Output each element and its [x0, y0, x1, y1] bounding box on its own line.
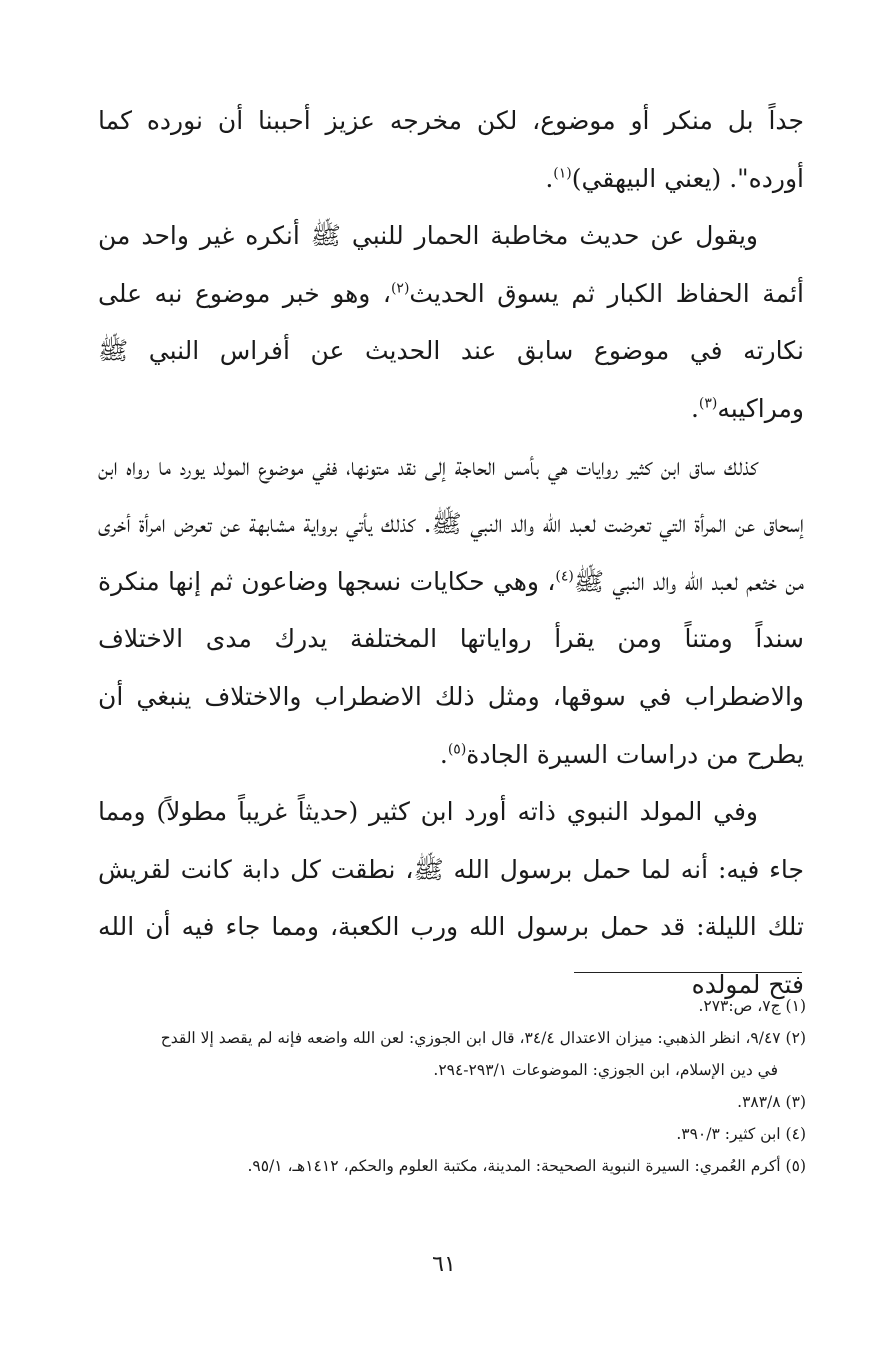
footnote-text: ج٧، ص:٢٧٣.: [698, 997, 781, 1015]
footnote-text: ٩/٤٧، انظر الذهبي: ميزان الاعتدال ٣٤/٤، قال ابن الجوزي: لعن الله واضعه فإنه لم يقصد إلا القدح: [160, 1029, 781, 1047]
paragraph-1: [98, 92, 804, 207]
paragraph-2-end: .: [690, 393, 699, 423]
page-number: ٦١: [432, 1252, 456, 1277]
paragraph-1-text: جداً بل منكر أو موضوع، لكن مخرجه عزيز أحببنا أن نورده كما أورده". (يعني البيهقي): [98, 106, 804, 193]
footnote-ref-1: (١): [553, 165, 572, 182]
footnote-separator: [574, 972, 802, 973]
footnote-ref-4: (٤): [555, 568, 574, 585]
paragraph-1-end: .: [545, 163, 554, 193]
footnote-3: [100, 1086, 806, 1118]
paragraph-2: [98, 207, 804, 437]
footnote-text: ٣٨٣/٨.: [737, 1093, 781, 1111]
footnote-4: [100, 1118, 806, 1150]
paragraph-4: [98, 783, 804, 1013]
main-text: [98, 92, 804, 1014]
paragraph-3: [98, 438, 804, 784]
footnote-5: [100, 1150, 806, 1182]
paragraph-3-text: كذلك ساق ابن كثير روايات هي بأمس الحاجة إلى نقد متونها، ففي موضوع المولد يورد ما رواه ابن إسحاق عن المرأة التي تعرضت لعبد الله والد النبي ﷺ. كذلك يأتي برواية مشابهة عن تعرض امرأة أخرى من خثعم لعبد الله والد النبي ﷺ: [98, 451, 804, 596]
paragraph-3-end: .: [439, 739, 448, 769]
footnote-number: (٣): [785, 1093, 806, 1111]
footnote-number: (٥): [785, 1157, 806, 1175]
paragraph-2-text-cont: ، وهو خبر موضوع نبه على نكارته في موضوع سابق عند الحديث عن أفراس النبي ﷺ ومراكيبه: [98, 278, 804, 423]
footnote-2: [100, 1022, 806, 1086]
footnote-number: (١): [785, 997, 806, 1015]
footnote-text: أكرم العُمري: السيرة النبوية الصحيحة: المدينة، مكتبة العلوم والحكم، ١٤١٢هـ، ٩٥/١.: [247, 1157, 781, 1175]
footnotes: [100, 990, 806, 1182]
paragraph-2-text: ويقول عن حديث مخاطبة الحمار للنبي ﷺ أنكره غير واحد من أئمة الحفاظ الكبار ثم يسوق الحديث: [98, 221, 804, 308]
footnote-number: (٤): [785, 1125, 806, 1143]
footnote-number: (٢): [785, 1029, 806, 1047]
footnote-ref-3: (٣): [698, 395, 718, 412]
footnote-text-continued: في دين الإسلام، ابن الجوزي: الموضوعات ٢٩٣/١-٢٩٤.: [433, 1061, 778, 1079]
footnote-text: ابن كثير: ٣٩٠/٣.: [676, 1125, 781, 1143]
paragraph-4-text: وفي المولد النبوي ذاته أورد ابن كثير (حديثاً غريباً مطولاً) ومما جاء فيه: أنه لما حمل برسول الله ﷺ، نطقت كل دابة كانت لقريش تلك الليلة: قد حمل برسول الله ورب الكعبة، ومما جاء فيه أن الله فتح لمولده: [98, 797, 804, 999]
footnote-ref-5: (٥): [447, 741, 467, 758]
paragraph-3-text-cont: ، وهي حكايات نسجها وضاعون ثم إنها منكرة سنداً ومتناً ومن يقرأ رواياتها المختلفة يدرك مدى الاختلاف والاضطراب في سوقها، ومثل ذلك الاضطراب والاختلاف ينبغي أن يطرح من دراسات السيرة الجادة: [98, 566, 804, 769]
footnote-ref-2: (٢): [390, 280, 410, 297]
footnote-1: [100, 990, 806, 1022]
